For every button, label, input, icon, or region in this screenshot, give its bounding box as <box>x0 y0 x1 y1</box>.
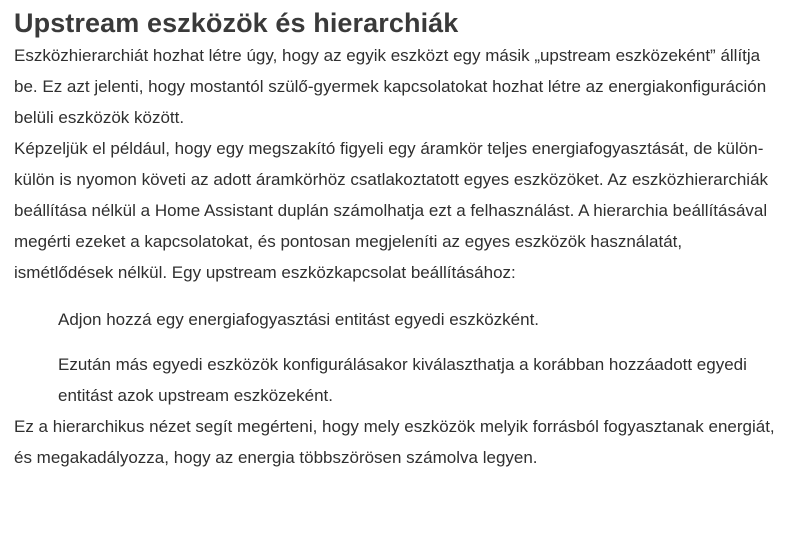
example-paragraph: Képzeljük el például, hogy egy megszakító figyeli egy áramkör teljes energiafogyasztását, de külön-külön is nyomon követi az adott áramkörhöz csatlakoztatott egyes eszközöket. Az eszközhierarchiák beállítása nélkül a Home Assistant duplán számolhatja ezt a felhasználást. A hierarchia beállításával megérti ezeket a kapcsolatokat, és pontosan megjeleníti az egyes eszközök használatát, ismétlődések nélkül. Egy upstream eszközkapcsolat beállításához: <box>14 139 769 282</box>
section-heading: Upstream eszközök és hierarchiák <box>14 8 459 38</box>
intro-paragraph: Eszközhierarchiát hozhat létre úgy, hogy az egyik eszközt egy másik „upstream eszközeként” állítja be. Ez azt jelenti, hogy mostantól szülő-gyermek kapcsolatokat hozhat létre az energiakonfiguráción belüli eszközök között. <box>14 46 767 127</box>
step-item: Ezután más egyedi eszközök konfigurálásakor kiválaszthatja a korábban hozzáadott egyedi entitást azok upstream eszközeként. <box>58 355 747 405</box>
step-item: Adjon hozzá egy energiafogyasztási entitást egyedi eszközként. <box>58 310 540 329</box>
steps-list <box>14 304 784 411</box>
summary-paragraph: Ez a hierarchikus nézet segít megérteni, hogy mely eszközök melyik forrásból fogyasztanak energiát, és megakadályozza, hogy az energia többszörösen számolva legyen. <box>14 417 775 467</box>
